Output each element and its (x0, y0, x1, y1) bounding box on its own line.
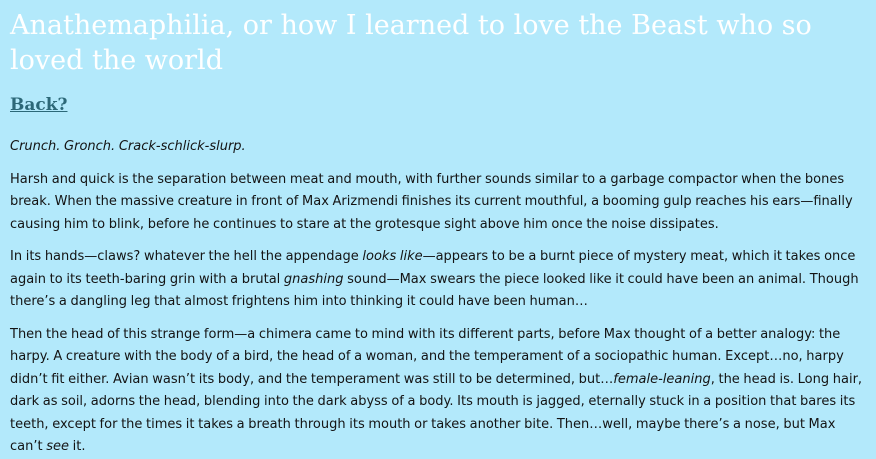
sound-effect-text: Crunch. Gronch. Crack-schlick-slurp. (10, 139, 246, 154)
paragraph-text: it. (69, 439, 86, 454)
story-paragraph-3 (10, 246, 866, 314)
page-title: Anathemaphilia, or how I learned to love the Beast who so loved the world (10, 10, 812, 76)
emphasis-text: see (46, 439, 69, 454)
emphasis-text: gnashing (283, 271, 344, 287)
back-link[interactable]: Back? (10, 95, 68, 115)
story-paragraph-4 (10, 324, 866, 459)
paragraph-text: , the head is. Long hair, dark as soil, adorns the head, blending into the dark abyss of a body. Its mouth is jagged, eternally stuck in a position that bares its teeth, except for the times it takes a breath through its mouth or takes another bite. Then…well, maybe there’s a nose, but Max can’t (10, 371, 863, 454)
paragraph-text: In its hands—claws? whatever the hell the appendage (10, 249, 363, 264)
story-paragraph-2: Harsh and quick is the separation between meat and mouth, with further sounds similar to a garbage compactor when the bones break. When the massive creature in front of Max Arizmendi finishes its current mouthful, a booming gulp reaches his ears—finally causing him to blink, before he continues to stare at the grotesque sight above him once the noise dissipates. (10, 171, 853, 232)
story-paragraph-1 (10, 136, 866, 159)
paragraph-text: sound—Max swears the piece looked like it could have been an animal. Though there’s a dangling leg that almost frightens him into thinking it could have been human… (10, 271, 859, 309)
paragraph-text: —appears to be a burnt piece of mystery meat, which it takes once again to its teeth-baring grin with a brutal (10, 249, 856, 287)
paragraph-text: Then the head of this strange form—a chimera came to mind with its different parts, before Max thought of a better analogy: the harpy. A creature with the body of a bird, the head of a woman, and the temperament of a sociopathic human. Except…no, harpy didn’t fit either. Avian wasn’t its body, and the temperament was still to be determined, but… (10, 326, 844, 387)
emphasis-text: female-leaning (613, 371, 711, 387)
emphasis-text: looks like (362, 249, 423, 264)
